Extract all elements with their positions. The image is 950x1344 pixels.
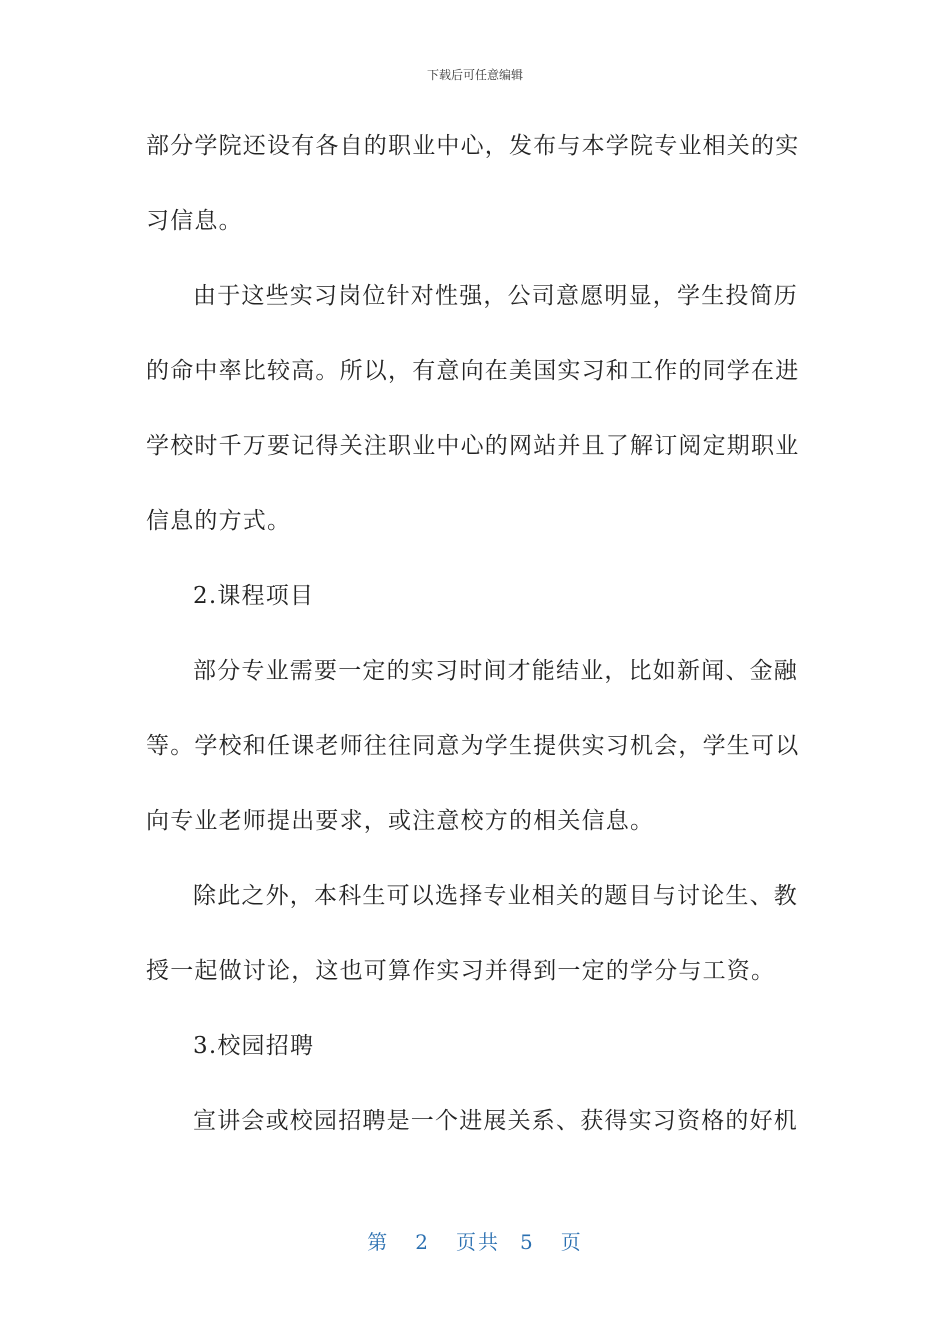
paragraph-line: 信息的方式。 [146,508,292,534]
page-label-prefix: 第 [367,1230,390,1254]
current-page-number: 2 [415,1230,430,1254]
section-heading: 3.校园招聘 [193,1033,315,1059]
section-heading: 2.课程项目 [193,583,315,609]
paragraph-line: 的命中率比较高。所以，有意向在美国实习和工作的同学在进 [146,358,800,384]
paragraph-line: 部分专业需要一定的实习时间才能结业，比如新闻、金融 [193,658,798,684]
paragraph-line: 除此之外，本科生可以选择专业相关的题目与讨论生、教 [193,883,798,909]
page-header-note: 下载后可任意编辑 [426,68,523,82]
paragraph-line: 向专业老师提出要求，或注意校方的相关信息。 [146,808,655,834]
page-label-mid: 页共 [456,1230,500,1254]
page-label-suffix: 页 [560,1230,583,1254]
paragraph-line: 部分学院还设有各自的职业中心，发布与本学院专业相关的实 [146,133,800,159]
paragraph-line: 等。学校和任课老师往往同意为学生提供实习机会，学生可以 [146,733,800,759]
paragraph-line: 宣讲会或校园招聘是一个进展关系、获得实习资格的好机 [193,1108,798,1134]
page-footer [0,1226,950,1255]
paragraph-line: 授一起做讨论，这也可算作实习并得到一定的学分与工资。 [146,958,776,984]
paragraph-line: 由于这些实习岗位针对性强，公司意愿明显，学生投简历 [193,283,798,309]
paragraph-line: 学校时千万要记得关注职业中心的网站并且了解订阅定期职业 [146,433,800,459]
total-pages-number: 5 [520,1230,535,1254]
paragraph-line: 习信息。 [146,208,243,234]
